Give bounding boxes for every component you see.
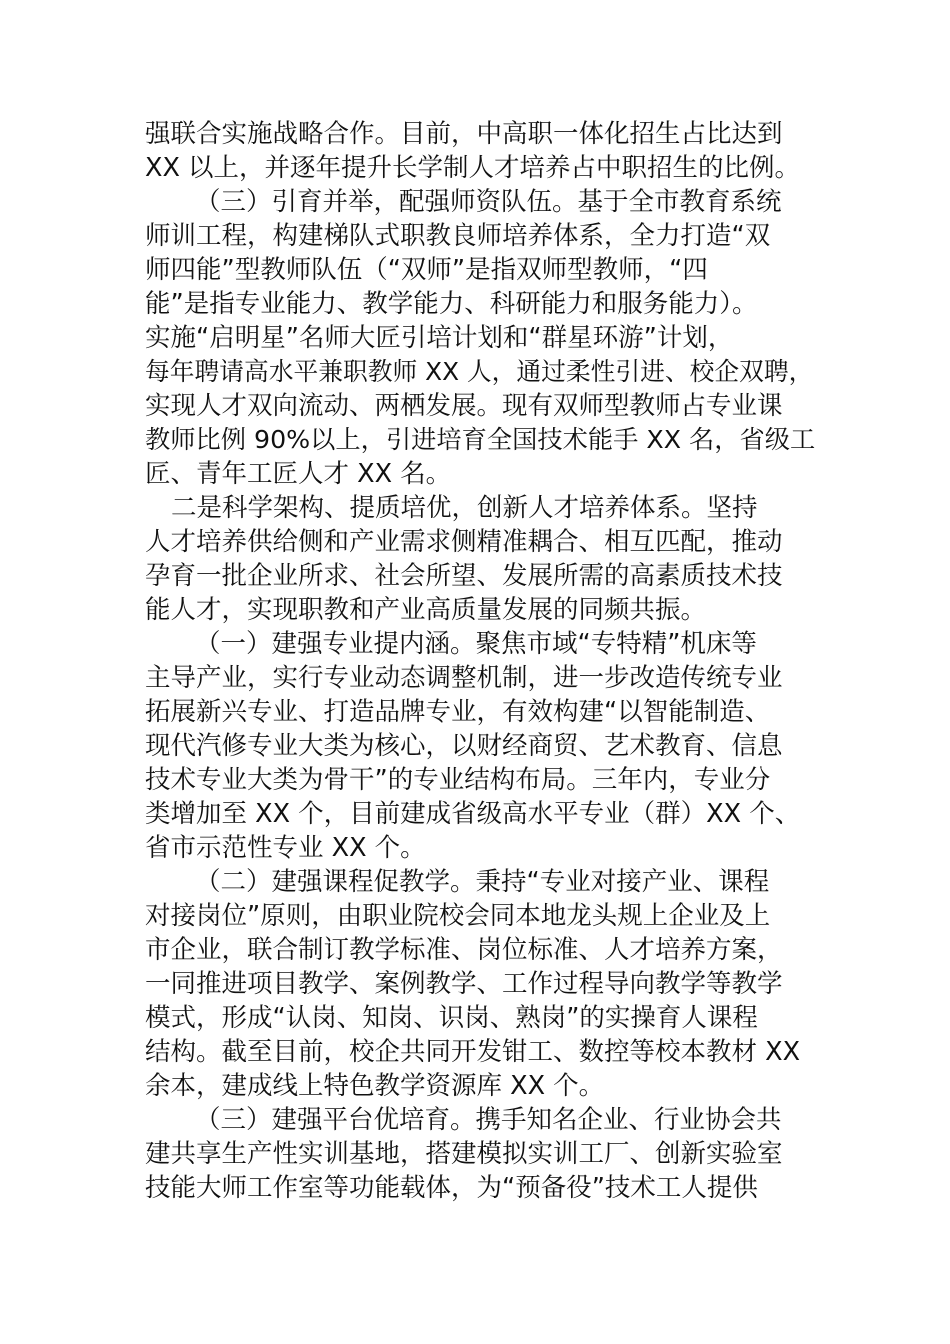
text-line: 市企业，联合制订教学标准、岗位标准、人才培养方案， xyxy=(145,935,783,965)
text-line: 实施“启明星”名师大匠引培计划和“群星环游”计划， xyxy=(145,323,734,353)
text-line: 主导产业，实行专业动态调整机制，进一步改造传统专业 xyxy=(145,663,783,693)
text-line: 人才培养供给侧和产业需求侧精准耦合、相互匹配，推动 xyxy=(145,527,783,557)
text-line: 省市示范性专业 XX 个。 xyxy=(145,833,426,863)
text-line: 每年聘请高水平兼职教师 XX 人，通过柔性引进、校企双聘， xyxy=(145,357,814,386)
text-line: 师四能”型教师队伍（“双师”是指双师型教师，“四 xyxy=(145,255,708,285)
text-line: XX 以上，并逐年提升长学制人才培养占中职招生的比例。 xyxy=(145,153,801,183)
text-line: 教师比例 90%以上，引进培育全国技术能手 XX 名，省级工 xyxy=(145,425,815,454)
text-line: 技能大师工作室等功能载体，为“预备役”技术工人提供 xyxy=(145,1173,758,1203)
text-line: 能人才，实现职教和产业高质量发展的同频共振。 xyxy=(145,595,707,625)
text-line: 现代汽修专业大类为核心，以财经商贸、艺术教育、信息 xyxy=(145,731,783,761)
text-line: 二是科学架构、提质培优，创新人才培养体系。坚持 xyxy=(171,493,758,523)
text-line: 能”是指专业能力、教学能力、科研能力和服务能力）。 xyxy=(145,289,758,319)
text-line: 结构。截至目前，校企共同开发钳工、数控等校本教材 XX xyxy=(145,1037,801,1067)
text-line: 拓展新兴专业、打造品牌专业，有效构建“以智能制造、 xyxy=(145,697,771,727)
text-line: 模式，形成“认岗、知岗、识岗、熟岗”的实操育人课程 xyxy=(145,1003,758,1033)
text-line: 余本，建成线上特色教学资源库 XX 个。 xyxy=(145,1071,605,1101)
text-line: 实现人才双向流动、两栖发展。现有双师型教师占专业课 xyxy=(145,391,783,421)
text-line: 技术专业大类为骨干”的专业结构布局。三年内，专业分 xyxy=(145,765,771,795)
document-body xyxy=(145,117,815,1205)
text-line: （二）建强课程促教学。秉持“专业对接产业、课程 xyxy=(195,867,770,897)
text-line: 匠、青年工匠人才 XX 名。 xyxy=(145,459,452,489)
text-line: 孕育一批企业所求、社会所望、发展所需的高素质技术技 xyxy=(145,561,783,591)
text-line: 强联合实施战略合作。目前，中高职一体化招生占比达到 xyxy=(145,119,783,149)
text-line: 一同推进项目教学、案例教学、工作过程导向教学等教学 xyxy=(145,969,783,999)
text-line: 类增加至 XX 个，目前建成省级高水平专业（群）XX 个、 xyxy=(145,799,801,829)
text-line: 对接岗位”原则，由职业院校会同本地龙头规上企业及上 xyxy=(145,901,771,931)
text-line: 建共享生产性实训基地，搭建模拟实训工厂、创新实验室 xyxy=(145,1139,783,1169)
text-line: 师训工程，构建梯队式职教良师培养体系，全力打造“双 xyxy=(145,221,771,251)
text-line: （三）建强平台优培育。携手知名企业、行业协会共 xyxy=(195,1105,782,1135)
text-line: （三）引育并举，配强师资队伍。基于全市教育系统 xyxy=(195,187,782,217)
text-line: （一）建强专业提内涵。聚焦市域“专特精”机床等 xyxy=(195,629,757,659)
